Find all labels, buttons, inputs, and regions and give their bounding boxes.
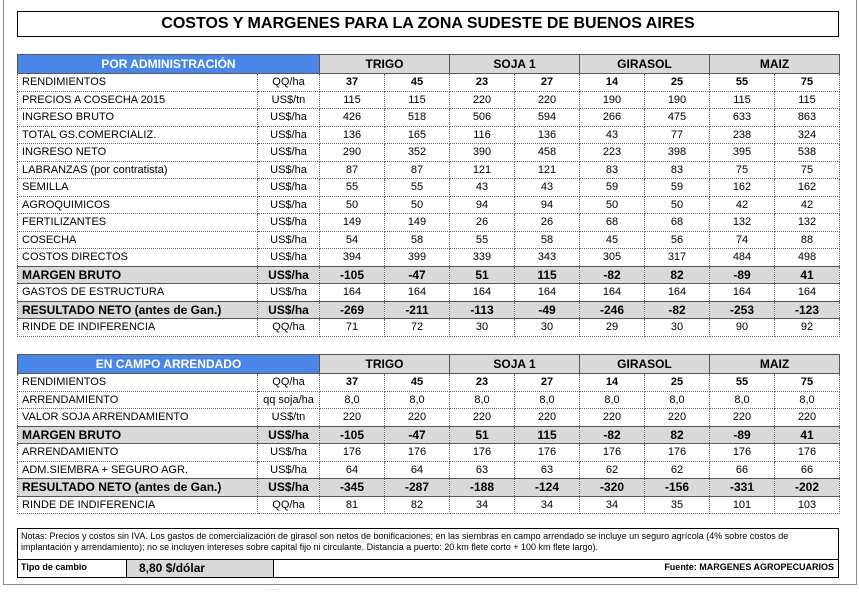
row-unit: US$/ha: [258, 179, 320, 197]
value-cell: 8,0: [710, 391, 775, 409]
value-cell: 220: [775, 409, 840, 427]
value-cell: 398: [645, 144, 710, 162]
value-cell: 94: [450, 196, 515, 214]
value-cell: 75: [775, 374, 840, 392]
value-cell: 164: [320, 284, 385, 302]
value-cell: 339: [450, 249, 515, 267]
value-cell: 399: [385, 249, 450, 267]
value-cell: 59: [645, 179, 710, 197]
value-cell: 27: [515, 374, 580, 392]
value-cell: 27: [515, 74, 580, 92]
row-label: RESULTADO NETO (antes de Gan.): [18, 479, 258, 497]
value-cell: 266: [580, 109, 645, 127]
header-row: [18, 55, 840, 74]
value-cell: 58: [515, 231, 580, 249]
table-row: [18, 231, 840, 249]
row-unit: US$/tn: [258, 409, 320, 427]
value-cell: -123: [775, 301, 840, 319]
value-cell: 863: [775, 109, 840, 127]
value-cell: 62: [580, 461, 645, 479]
value-cell: 62: [645, 461, 710, 479]
value-cell: -269: [320, 301, 385, 319]
value-cell: 35: [645, 496, 710, 514]
stray-mark: ...: [270, 585, 276, 592]
value-cell: 41: [775, 426, 840, 444]
value-cell: 34: [580, 496, 645, 514]
value-cell: 45: [385, 74, 450, 92]
value-cell: -89: [710, 266, 775, 284]
value-cell: 42: [710, 196, 775, 214]
value-cell: 103: [775, 496, 840, 514]
value-cell: 8,0: [450, 391, 515, 409]
value-cell: -246: [580, 301, 645, 319]
value-cell: 30: [450, 319, 515, 337]
value-cell: 238: [710, 126, 775, 144]
value-cell: 220: [580, 409, 645, 427]
row-label: RENDIMIENTOS: [18, 374, 258, 392]
value-cell: 149: [320, 214, 385, 232]
table-row: [18, 196, 840, 214]
value-cell: 115: [775, 91, 840, 109]
value-cell: -287: [385, 479, 450, 497]
value-cell: 8,0: [385, 391, 450, 409]
value-cell: 51: [450, 266, 515, 284]
row-unit: US$/ha: [258, 249, 320, 267]
table-row: [18, 391, 840, 409]
value-cell: 74: [710, 231, 775, 249]
row-unit: QQ/ha: [258, 496, 320, 514]
row-label: GASTOS DE ESTRUCTURA: [18, 284, 258, 302]
row-unit: US$/ha: [258, 196, 320, 214]
row-label: RENDIMIENTOS: [18, 74, 258, 92]
value-cell: 164: [515, 284, 580, 302]
row-label: PRECIOS A COSECHA 2015: [18, 91, 258, 109]
table-row: [18, 161, 840, 179]
value-cell: -331: [710, 479, 775, 497]
row-unit: US$/ha: [258, 426, 320, 444]
value-cell: 220: [710, 409, 775, 427]
value-cell: 55: [385, 179, 450, 197]
value-cell: 54: [320, 231, 385, 249]
row-unit: US$/ha: [258, 444, 320, 462]
crop-header: TRIGO: [320, 55, 450, 74]
value-cell: -188: [450, 479, 515, 497]
row-unit: QQ/ha: [258, 319, 320, 337]
table-row: [18, 214, 840, 232]
value-cell: 8,0: [580, 391, 645, 409]
value-cell: 115: [515, 426, 580, 444]
value-cell: 42: [775, 196, 840, 214]
table-row: [18, 249, 840, 267]
table-row: [18, 461, 840, 479]
value-cell: 220: [450, 409, 515, 427]
row-label: TOTAL GS.COMERCIALIZ.: [18, 126, 258, 144]
value-cell: 220: [515, 91, 580, 109]
value-cell: 45: [385, 374, 450, 392]
table-row: [18, 426, 840, 444]
table-administracion: [17, 54, 840, 337]
value-cell: 45: [580, 231, 645, 249]
value-cell: 484: [710, 249, 775, 267]
value-cell: 538: [775, 144, 840, 162]
value-cell: 30: [515, 319, 580, 337]
value-cell: -82: [580, 426, 645, 444]
table-row: [18, 409, 840, 427]
value-cell: -89: [710, 426, 775, 444]
value-cell: 75: [775, 74, 840, 92]
value-cell: -49: [515, 301, 580, 319]
value-cell: 518: [385, 109, 450, 127]
row-label: ARRENDAMIENTO: [18, 444, 258, 462]
value-cell: 64: [385, 461, 450, 479]
value-cell: 458: [515, 144, 580, 162]
value-cell: 90: [710, 319, 775, 337]
exchange-value: 8,80 $/dólar: [126, 560, 274, 577]
table-row: [18, 91, 840, 109]
table-row: [18, 179, 840, 197]
table-row: [18, 126, 840, 144]
value-cell: -345: [320, 479, 385, 497]
value-cell: -47: [385, 266, 450, 284]
value-cell: 176: [320, 444, 385, 462]
value-cell: 68: [580, 214, 645, 232]
value-cell: 87: [320, 161, 385, 179]
row-unit: US$/tn: [258, 91, 320, 109]
value-cell: -253: [710, 301, 775, 319]
row-label: COSECHA: [18, 231, 258, 249]
value-cell: 64: [320, 461, 385, 479]
value-cell: -202: [775, 479, 840, 497]
value-cell: 23: [450, 74, 515, 92]
value-cell: 132: [710, 214, 775, 232]
value-cell: 115: [385, 91, 450, 109]
value-cell: 101: [710, 496, 775, 514]
row-unit: US$/ha: [258, 266, 320, 284]
value-cell: 176: [515, 444, 580, 462]
row-label: FERTILIZANTES: [18, 214, 258, 232]
row-unit: US$/ha: [258, 284, 320, 302]
value-cell: 51: [450, 426, 515, 444]
row-unit: qq soja/ha: [258, 391, 320, 409]
value-cell: 190: [645, 91, 710, 109]
row-label: INGRESO BRUTO: [18, 109, 258, 127]
row-label: COSTOS DIRECTOS: [18, 249, 258, 267]
value-cell: -105: [320, 266, 385, 284]
table-row: [18, 284, 840, 302]
page-title: COSTOS Y MARGENES PARA LA ZONA SUDESTE DE BUENOS AIRES: [17, 11, 839, 37]
crop-header: SOJA 1: [450, 355, 580, 374]
value-cell: 92: [775, 319, 840, 337]
crop-header: MAIZ: [710, 355, 840, 374]
value-cell: 164: [710, 284, 775, 302]
table-row: [18, 479, 840, 497]
value-cell: 176: [580, 444, 645, 462]
row-label: INGRESO NETO: [18, 144, 258, 162]
row-unit: US$/ha: [258, 479, 320, 497]
row-unit: US$/ha: [258, 109, 320, 127]
value-cell: 55: [710, 74, 775, 92]
value-cell: 87: [385, 161, 450, 179]
value-cell: 25: [645, 374, 710, 392]
value-cell: 23: [450, 374, 515, 392]
value-cell: 83: [580, 161, 645, 179]
row-unit: QQ/ha: [258, 74, 320, 92]
table-row: [18, 444, 840, 462]
value-cell: 343: [515, 249, 580, 267]
row-unit: QQ/ha: [258, 374, 320, 392]
value-cell: 66: [710, 461, 775, 479]
value-cell: 165: [385, 126, 450, 144]
value-cell: 426: [320, 109, 385, 127]
exchange-label: Tipo de cambio: [21, 562, 87, 572]
value-cell: 594: [515, 109, 580, 127]
value-cell: 81: [320, 496, 385, 514]
table-arrendado: [17, 354, 840, 514]
value-cell: 176: [450, 444, 515, 462]
value-cell: 58: [385, 231, 450, 249]
value-cell: 162: [710, 179, 775, 197]
value-cell: 164: [450, 284, 515, 302]
value-cell: 50: [580, 196, 645, 214]
value-cell: 50: [320, 196, 385, 214]
value-cell: 37: [320, 74, 385, 92]
value-cell: 55: [710, 374, 775, 392]
value-cell: 220: [645, 409, 710, 427]
value-cell: 121: [515, 161, 580, 179]
table-row: [18, 301, 840, 319]
value-cell: 149: [385, 214, 450, 232]
row-label: RINDE DE INDIFERENCIA: [18, 319, 258, 337]
value-cell: 41: [775, 266, 840, 284]
source-label: Fuente: MARGENES AGROPECUARIOS: [664, 562, 834, 572]
row-unit: US$/ha: [258, 301, 320, 319]
value-cell: 55: [320, 179, 385, 197]
value-cell: -82: [580, 266, 645, 284]
header-row: [18, 355, 840, 374]
value-cell: 82: [645, 426, 710, 444]
value-cell: 68: [645, 214, 710, 232]
value-cell: -105: [320, 426, 385, 444]
value-cell: 25: [645, 74, 710, 92]
notes-text: Notas: Precios y costos sin IVA. Los gastos de comercialización de girasol son netos de bonificaciones; en las siembras en campo arrendado se incluye un seguro agrícola (4% sobre costos de implantación y arrendamiento); no se incluyen intereses sobre capital fijo ni circulante. Distancia a puerto: 20 km flete corto + 100 km flete largo).: [21, 531, 789, 552]
row-label: ARRENDAMIENTO: [18, 391, 258, 409]
value-cell: 290: [320, 144, 385, 162]
value-cell: 43: [580, 126, 645, 144]
row-unit: US$/ha: [258, 231, 320, 249]
notes-footer: [18, 559, 838, 577]
value-cell: -156: [645, 479, 710, 497]
value-cell: 63: [450, 461, 515, 479]
value-cell: 136: [320, 126, 385, 144]
row-label: RINDE DE INDIFERENCIA: [18, 496, 258, 514]
value-cell: 71: [320, 319, 385, 337]
row-unit: US$/ha: [258, 126, 320, 144]
value-cell: 72: [385, 319, 450, 337]
value-cell: 498: [775, 249, 840, 267]
row-label: LABRANZAS (por contratista): [18, 161, 258, 179]
value-cell: 30: [645, 319, 710, 337]
value-cell: 220: [320, 409, 385, 427]
value-cell: 59: [580, 179, 645, 197]
value-cell: 75: [710, 161, 775, 179]
row-unit: US$/ha: [258, 161, 320, 179]
value-cell: 77: [645, 126, 710, 144]
value-cell: -113: [450, 301, 515, 319]
value-cell: -47: [385, 426, 450, 444]
value-cell: 50: [385, 196, 450, 214]
value-cell: 136: [515, 126, 580, 144]
value-cell: 190: [580, 91, 645, 109]
value-cell: 220: [385, 409, 450, 427]
section-title: EN CAMPO ARRENDADO: [18, 355, 320, 374]
value-cell: 176: [710, 444, 775, 462]
value-cell: 164: [775, 284, 840, 302]
table-row: [18, 144, 840, 162]
value-cell: 220: [515, 409, 580, 427]
crop-header: GIRASOL: [580, 55, 710, 74]
value-cell: 162: [775, 179, 840, 197]
value-cell: 8,0: [775, 391, 840, 409]
value-cell: 394: [320, 249, 385, 267]
value-cell: 14: [580, 74, 645, 92]
value-cell: 88: [775, 231, 840, 249]
value-cell: 26: [450, 214, 515, 232]
value-cell: -124: [515, 479, 580, 497]
value-cell: 34: [450, 496, 515, 514]
value-cell: 82: [645, 266, 710, 284]
value-cell: 8,0: [320, 391, 385, 409]
value-cell: 164: [580, 284, 645, 302]
value-cell: 50: [645, 196, 710, 214]
row-label: ADM.SIEMBRA + SEGURO AGR.: [18, 461, 258, 479]
value-cell: 475: [645, 109, 710, 127]
row-unit: US$/ha: [258, 461, 320, 479]
value-cell: -82: [645, 301, 710, 319]
row-label: MARGEN BRUTO: [18, 426, 258, 444]
row-label: VALOR SOJA ARRENDAMIENTO: [18, 409, 258, 427]
value-cell: 395: [710, 144, 775, 162]
value-cell: 176: [385, 444, 450, 462]
value-cell: 43: [515, 179, 580, 197]
value-cell: 29: [580, 319, 645, 337]
table-row: [18, 496, 840, 514]
value-cell: 34: [515, 496, 580, 514]
value-cell: 115: [710, 91, 775, 109]
value-cell: 63: [515, 461, 580, 479]
table-row: [18, 374, 840, 392]
table-row: [18, 266, 840, 284]
section-title: POR ADMINISTRACIÓN: [18, 55, 320, 74]
row-label: MARGEN BRUTO: [18, 266, 258, 284]
value-cell: 352: [385, 144, 450, 162]
value-cell: -211: [385, 301, 450, 319]
value-cell: 8,0: [645, 391, 710, 409]
value-cell: 37: [320, 374, 385, 392]
value-cell: 324: [775, 126, 840, 144]
notes-box: [17, 528, 839, 578]
value-cell: 56: [645, 231, 710, 249]
value-cell: 83: [645, 161, 710, 179]
value-cell: 66: [775, 461, 840, 479]
value-cell: 115: [320, 91, 385, 109]
row-unit: US$/ha: [258, 214, 320, 232]
value-cell: 26: [515, 214, 580, 232]
value-cell: 305: [580, 249, 645, 267]
crop-header: GIRASOL: [580, 355, 710, 374]
table-row: [18, 109, 840, 127]
crop-header: MAIZ: [710, 55, 840, 74]
crop-header: TRIGO: [320, 355, 450, 374]
table-row: [18, 319, 840, 337]
value-cell: 14: [580, 374, 645, 392]
value-cell: 164: [645, 284, 710, 302]
table-row: [18, 74, 840, 92]
value-cell: 132: [775, 214, 840, 232]
row-label: SEMILLA: [18, 179, 258, 197]
value-cell: 55: [450, 231, 515, 249]
value-cell: 82: [385, 496, 450, 514]
value-cell: 115: [515, 266, 580, 284]
value-cell: -320: [580, 479, 645, 497]
value-cell: 220: [450, 91, 515, 109]
value-cell: 390: [450, 144, 515, 162]
row-unit: US$/ha: [258, 144, 320, 162]
value-cell: 223: [580, 144, 645, 162]
value-cell: 94: [515, 196, 580, 214]
value-cell: 164: [385, 284, 450, 302]
value-cell: 176: [645, 444, 710, 462]
row-label: RESULTADO NETO (antes de Gan.): [18, 301, 258, 319]
crop-header: SOJA 1: [450, 55, 580, 74]
value-cell: 506: [450, 109, 515, 127]
value-cell: 75: [775, 161, 840, 179]
value-cell: 176: [775, 444, 840, 462]
value-cell: 121: [450, 161, 515, 179]
value-cell: 633: [710, 109, 775, 127]
value-cell: 8,0: [515, 391, 580, 409]
value-cell: 116: [450, 126, 515, 144]
value-cell: 317: [645, 249, 710, 267]
value-cell: 43: [450, 179, 515, 197]
row-label: AGROQUIMICOS: [18, 196, 258, 214]
